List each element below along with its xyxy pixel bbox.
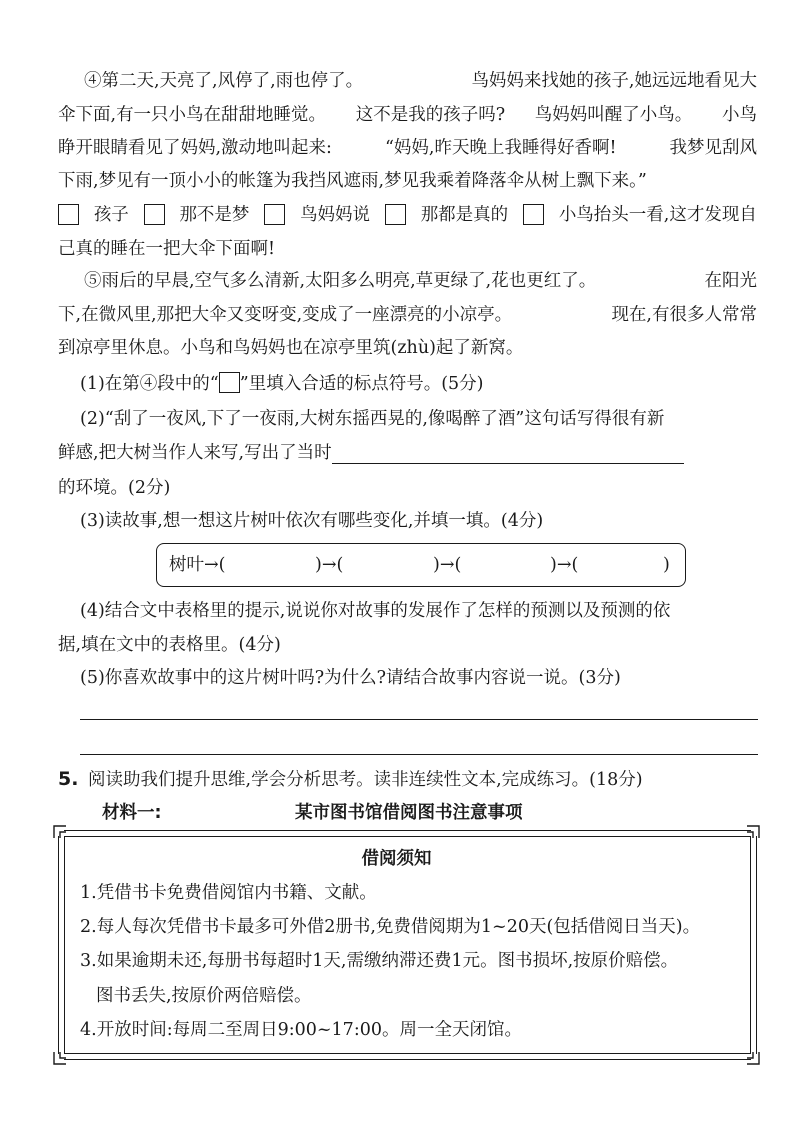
flow-arrow-1: )→( (315, 555, 344, 575)
text-segment: 鸟妈妈说 (300, 205, 371, 225)
section-instruction: 阅读助我们提升思维,学会分析思考。读非连续性文本,完成练习。(18分) (88, 770, 643, 790)
punct-box[interactable] (385, 204, 406, 225)
question-5: (5)你喜欢故事中的这片树叶吗?为什么?请结合故事内容说一说。(3分) (80, 668, 621, 688)
text-segment: 睁开眼睛看见了妈妈,激动地叫起来: (58, 138, 332, 158)
text-segment: 现在,有很多人常常 (611, 305, 757, 325)
text-segment: 这不是我的孩子吗? (355, 105, 506, 125)
answer-line[interactable] (80, 719, 758, 720)
leaf-change-flow-box (156, 543, 686, 587)
text-segment: 小鸟抬头一看,这才发现自 (558, 205, 757, 225)
text-segment: 我梦见刮风 (669, 138, 757, 158)
notice-item-4: 4.开放时间:每周二至周日9:00~17:00。周一全天闭馆。 (80, 1020, 522, 1040)
punct-box[interactable] (523, 204, 544, 225)
text-segment: ④第二天,天亮了,风停了,雨也停了。 (84, 71, 364, 91)
notice-item-3: 3.如果逾期未还,每册书每超时1天,需缴纳滞还费1元。图书损坏,按原价赔偿。 (80, 951, 679, 971)
question-2-line3: 的环境。(2分) (58, 478, 171, 498)
text-segment: 小鸟 (721, 105, 757, 125)
notice-item-2: 2.每人每次凭借书卡最多可外借2册书,免费借阅期为1~20天(包括借阅日当天)。 (80, 917, 701, 937)
notice-item-3-cont: 图书丢失,按原价两倍赔偿。 (96, 986, 312, 1006)
text-segment: 伞下面,有一只小鸟在甜甜地睡觉。 (58, 105, 327, 125)
text-segment: ⑤雨后的早晨,空气多么清新,太阳多么明亮,草更绿了,花也更红了。 (84, 271, 597, 291)
section-number: 5. (58, 768, 79, 790)
text-segment: 在阳光 (704, 271, 757, 291)
question-2-line1: (2)“刮了一夜风,下了一夜雨,大树东摇西晃的,像喝醉了酒”这句话写得很有新 (80, 409, 665, 429)
answer-blank[interactable] (332, 445, 684, 464)
material-title: 某市图书馆借阅图书注意事项 (295, 803, 523, 823)
text-segment: (1)在第④段中的“ (80, 374, 219, 394)
text-segment: 那都是真的 (420, 205, 509, 225)
material-label: 材料一: (102, 803, 162, 823)
flow-arrow-3: )→( (550, 555, 579, 575)
text-segment: 鸟妈妈来找她的孩子,她远远地看见大 (471, 71, 757, 91)
flow-arrow-2: )→( (433, 555, 462, 575)
punct-box-example (219, 372, 240, 393)
para5-line3: 到凉亭里休息。小鸟和鸟妈妈也在凉亭里筑(zhù)起了新窝。 (58, 338, 524, 358)
text-segment: 下,在微风里,那把大伞又变呀变,变成了一座漂亮的小凉亭。 (58, 305, 513, 325)
answer-line[interactable] (80, 754, 758, 755)
para4-line3 (58, 137, 757, 159)
para4-line5 (58, 204, 757, 226)
punct-box[interactable] (144, 204, 165, 225)
text-segment: ”里填入合适的标点符号。(5分) (239, 374, 484, 394)
text-segment: 那不是梦 (179, 205, 250, 225)
para4-line6: 己真的睡在一把大伞下面啊! (58, 239, 276, 259)
para4-line4 (58, 170, 757, 192)
para5-line1 (84, 270, 757, 292)
text-segment: 下雨,梦见有一顶小小的帐篷为我挡风遮雨,梦见我乘着降落伞从树上飘下来。” (58, 171, 647, 191)
question-2-line2 (58, 442, 793, 464)
question-4-line2: 据,填在文中的表格里。(4分) (58, 635, 281, 655)
section-5-heading (58, 768, 793, 791)
para5-line2 (58, 304, 757, 326)
text-segment: “妈妈,昨天晚上我睡得好香啊! (384, 138, 617, 158)
notice-title: 借阅须知 (361, 849, 432, 869)
text-segment: 鸟妈妈叫醒了小鸟。 (534, 105, 693, 125)
notice-item-1: 1.凭借书卡免费借阅馆内书籍、文献。 (80, 883, 377, 903)
punct-box[interactable] (264, 204, 285, 225)
punct-box[interactable] (58, 204, 79, 225)
text-segment: 鲜感,把大树当作人来写,写出了当时 (58, 443, 332, 463)
text-segment: 孩子 (93, 205, 129, 225)
para4-line2 (58, 104, 757, 126)
question-1 (80, 372, 793, 395)
question-3: (3)读故事,想一想这片树叶依次有哪些变化,并填一填。(4分) (80, 511, 544, 531)
flow-start: 树叶→( (169, 555, 226, 575)
question-4-line1: (4)结合文中表格里的提示,说说你对故事的发展作了怎样的预测以及预测的依 (80, 601, 671, 621)
flow-end: ) (663, 555, 670, 575)
para4-line1 (84, 70, 757, 92)
